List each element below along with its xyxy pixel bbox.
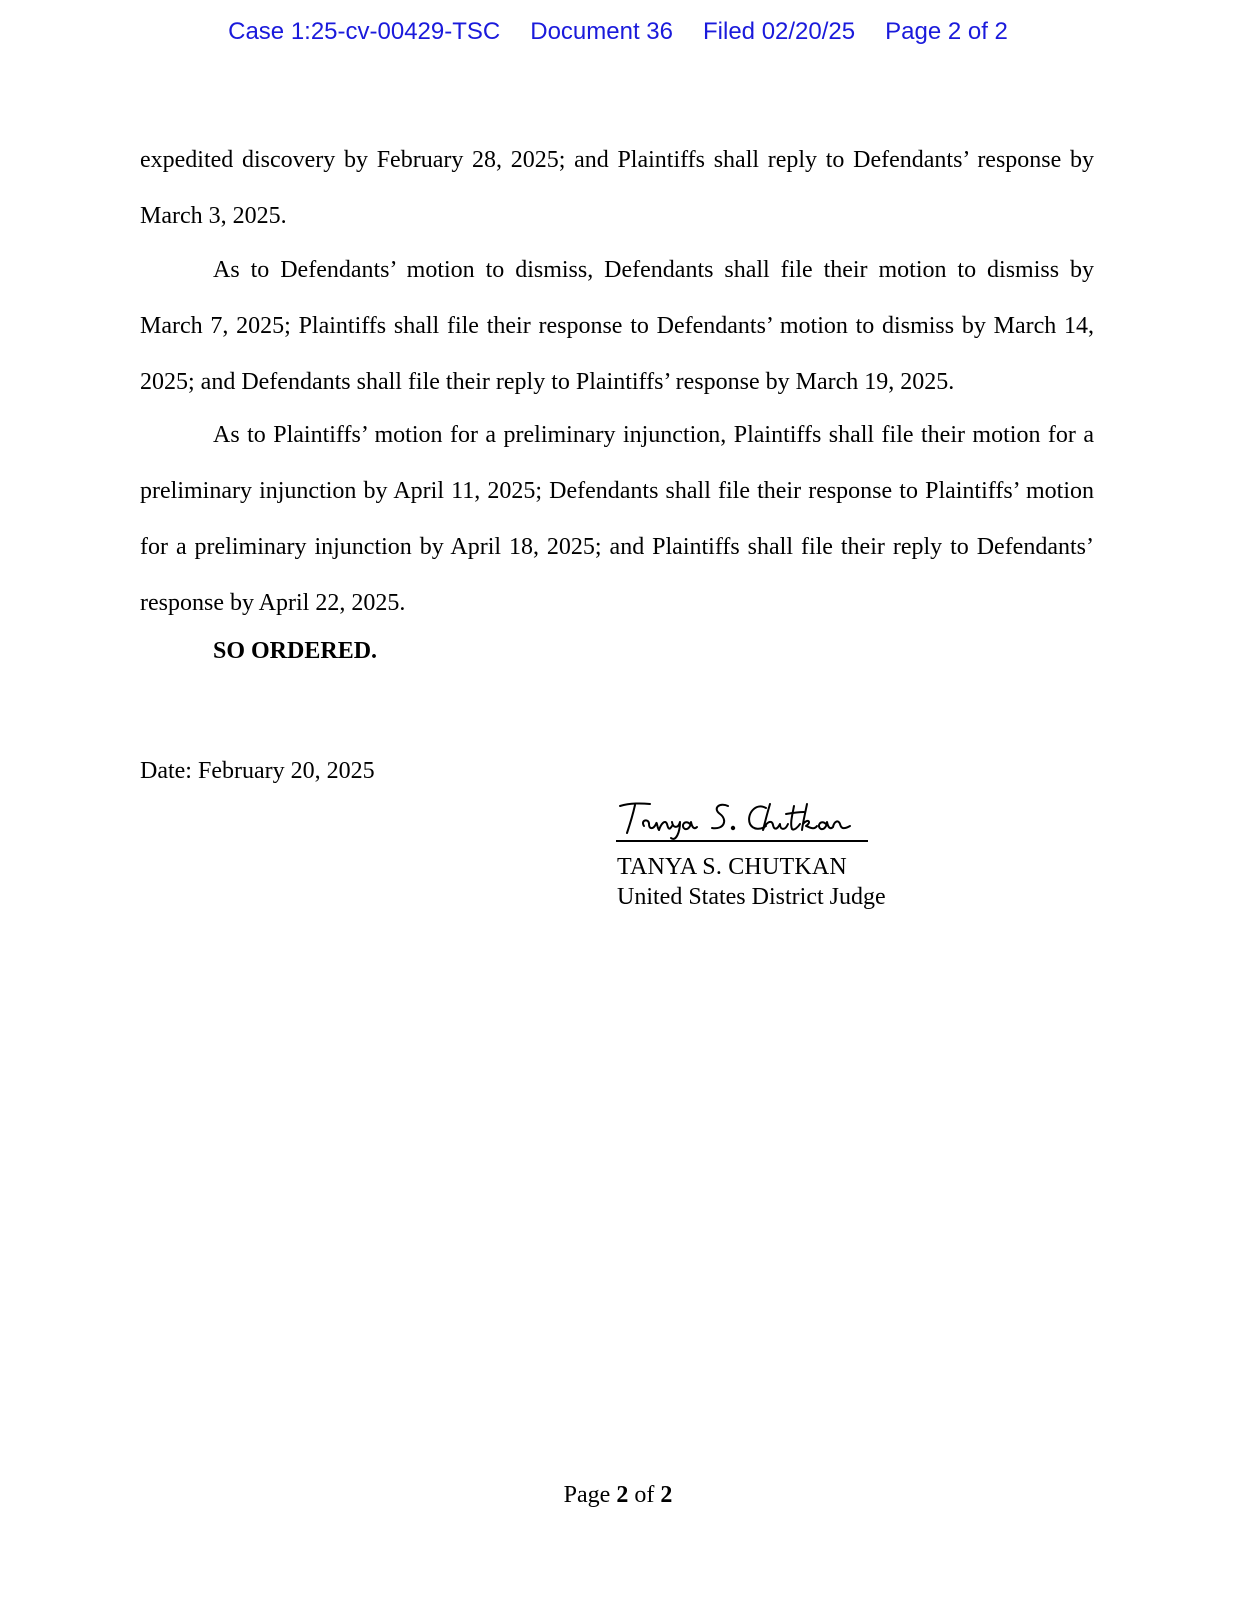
case-number: Case 1:25-cv-00429-TSC bbox=[228, 18, 501, 45]
footer-page-prefix: Page bbox=[563, 1482, 611, 1508]
document-number: Document 36 bbox=[530, 18, 673, 45]
footer-total-pages: 2 bbox=[660, 1482, 673, 1508]
footer-current-page: 2 bbox=[616, 1482, 629, 1508]
ecf-header-stamp bbox=[0, 18, 1236, 46]
page-footer bbox=[0, 1480, 1236, 1510]
paragraph-preliminary-injunction: As to Plaintiffs’ motion for a preliminary injunction, Plaintiffs shall file their motion for a preliminary injunction by April 11, 2025; Defendants shall file their response to Plaintiffs’ motion for a preliminary injunction by April 18, 2025; and Plaintiffs shall file their reply to Defendants’ response by April 22, 2025. bbox=[140, 422, 1094, 616]
so-ordered-heading: SO ORDERED. bbox=[213, 638, 378, 664]
judge-title: United States District Judge bbox=[617, 884, 886, 910]
footer-page-separator: of bbox=[634, 1482, 655, 1508]
judge-name: TANYA S. CHUTKAN bbox=[617, 854, 847, 880]
paragraph-expedited-discovery: expedited discovery by February 28, 2025; and Plaintiffs shall reply to Defendants’ response by March 3, 2025. bbox=[140, 147, 1094, 229]
signature-line bbox=[616, 840, 868, 842]
filed-date: Filed 02/20/25 bbox=[703, 18, 856, 45]
signature-image bbox=[616, 800, 872, 840]
paragraph-motion-to-dismiss: As to Defendants’ motion to dismiss, Defendants shall file their motion to dismiss by March 7, 2025; Plaintiffs shall file their response to Defendants’ motion to dismiss by March 14, 2025; and Defendants shall file their reply to Plaintiffs’ response by March 19, 2025. bbox=[140, 257, 1094, 395]
order-date: Date: February 20, 2025 bbox=[140, 758, 375, 784]
stamp-page-number: Page 2 of 2 bbox=[885, 18, 1008, 45]
